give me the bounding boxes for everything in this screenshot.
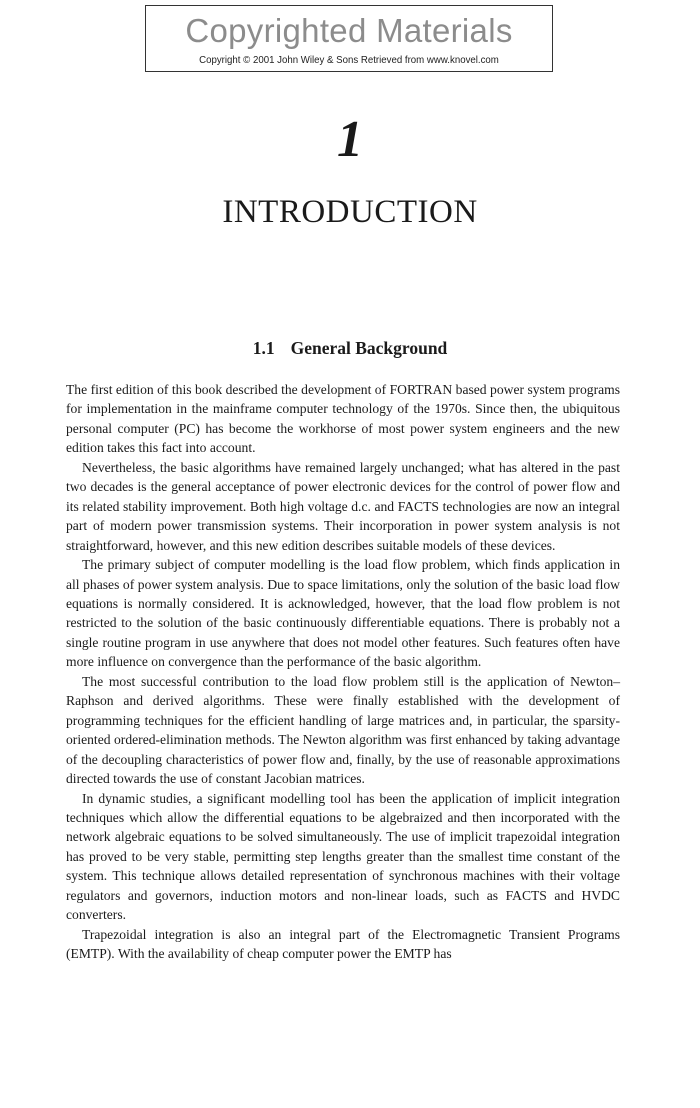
paragraph: The most successful contribution to the load flow problem still is the application of Newton–Raphson and derived algorithms. These were finally established with the development of programming techniques for the efficient handling of large matrices and, in particular, the sparsity-oriented ordered-elimination methods. The Newton algorithm was first enhanced by taking advantage of the decoupling characteristics of power flow and, finally, by the use of reasonable approximations directed towards the use of constant Jacobian matrices.: [66, 673, 620, 787]
copyright-watermark: [145, 5, 553, 72]
paragraph: Trapezoidal integration is also an integral part of the Electromagnetic Transient Programs (EMTP). With the availability of cheap computer power the EMTP has: [66, 926, 620, 962]
watermark-title: Copyrighted Materials: [185, 12, 513, 49]
section-number: 1.1: [252, 338, 275, 358]
section-title: General Background: [290, 338, 448, 358]
section-heading: [0, 336, 700, 360]
paragraph: Nevertheless, the basic algorithms have remained largely unchanged; what has altered in the past two decades is the general acceptance of power electronic devices for the control of power flow and its related stability improvement. Both high voltage d.c. and FACTS technologies are now an integral part of modern power transmission systems. Their incorporation in power system analysis is not straightforward, however, and this new edition describes suitable models of these devices.: [66, 459, 620, 553]
paragraph: In dynamic studies, a significant modelling tool has been the application of implicit integration techniques which allow the differential equations to be algebraized and then incorporated with the network algebraic equations to be solved simultaneously. The use of implicit trapezoidal integration has proved to be very stable, permitting step lengths greater than the smallest time constant of the system. This technique allows detailed representation of synchronous machines with their voltage regulators and governors, induction motors and non-linear loads, such as FACTS and HVDC converters.: [66, 790, 620, 923]
paragraph: The primary subject of computer modelling is the load flow problem, which finds application in all phases of power system analysis. Due to space limitations, only the solution of the basic load flow equations is normally considered. It is acknowledged, however, that the load flow problem is not restricted to the solution of the basic continuously differentiable equations. There is probably not a single routine program in use anywhere that does not model other features. Such features often have more influence on convergence than the performance of the basic algorithm.: [66, 557, 620, 670]
watermark-subtitle: Copyright © 2001 John Wiley & Sons Retrieved from www.knovel.com: [199, 54, 499, 66]
chapter-number: 1: [337, 111, 363, 168]
paragraph: The first edition of this book described the development of FORTRAN based power system programs for implementation in the mainframe computer technology of the 1970s. Since then, the ubiquitous personal computer (PC) has become the workhorse of most power system engineers and the new edition takes this fact into account.: [66, 382, 620, 456]
chapter-title: INTRODUCTION: [222, 194, 478, 230]
body-text: [66, 380, 620, 964]
